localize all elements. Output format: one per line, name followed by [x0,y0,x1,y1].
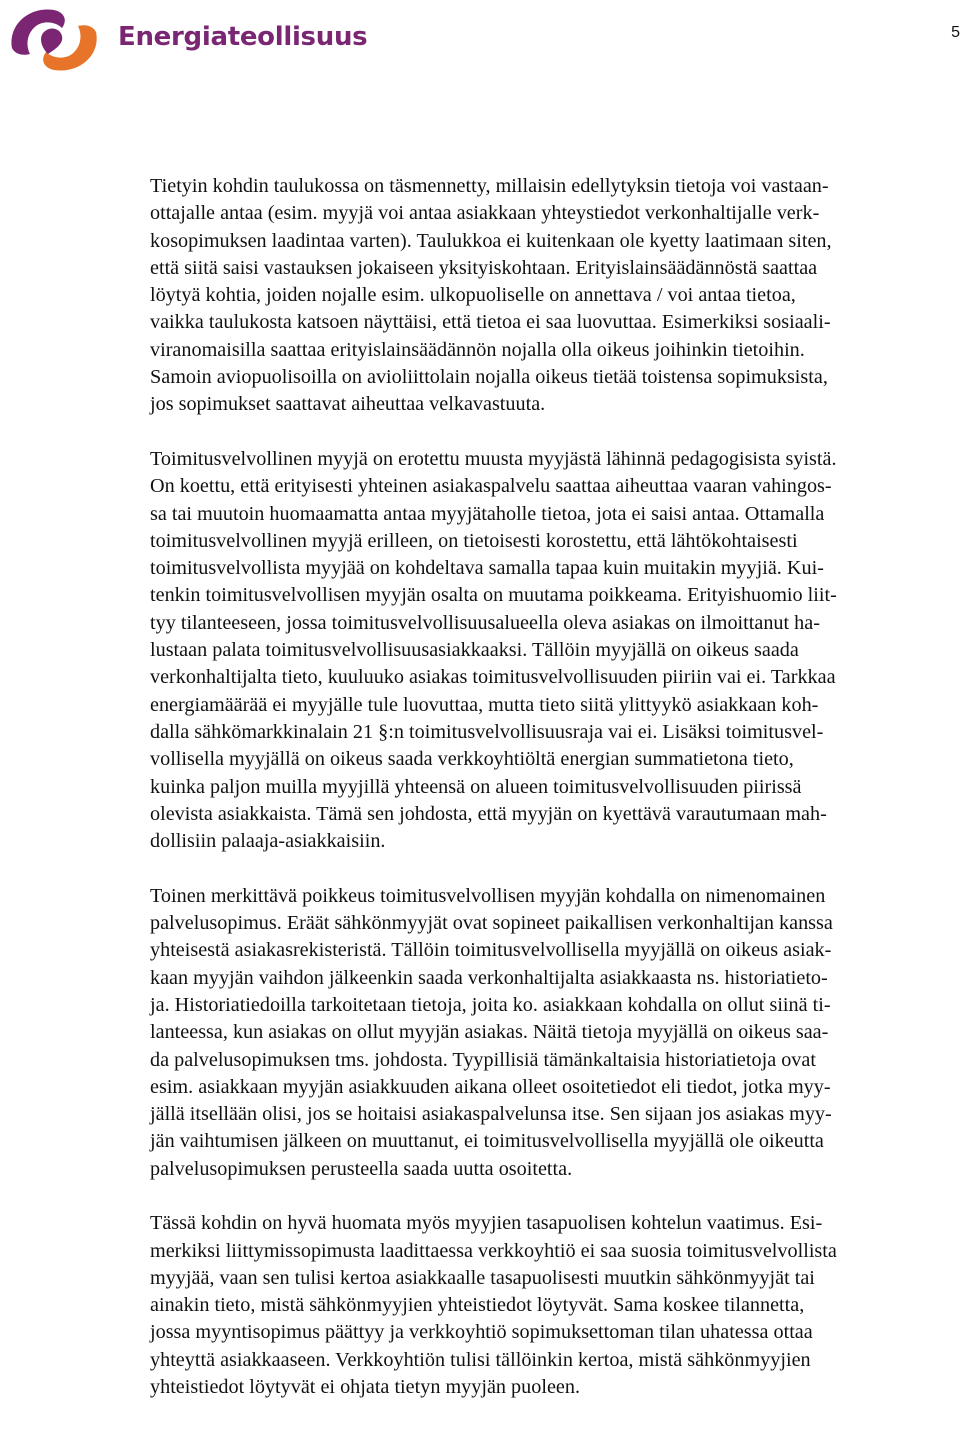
text-line: löytyä kohtia, joiden nojalle esim. ulkopuoliselle on annettava / voi antaa tietoa, [150,284,796,307]
text-line: Toinen merkittävä poikkeus toimitusvelvollisen myyjän kohdalla on nimenomainen [150,884,826,907]
text-line: lustaan palata toimitusvelvollisuusasiakkaaksi. Tällöin myyjällä on oikeus saada [150,639,799,662]
energiateollisuus-logo-icon [4,2,104,78]
text-line: Tässä kohdin on hyvä huomata myös myyjien tasapuolisen kohtelun vaatimus. Esi- [150,1212,823,1235]
text-line: jos sopimukset saattavat aiheuttaa velkavastuuta. [150,393,546,416]
text-line: vaikka taulukosta katsoen näyttäisi, että tietoa ei saa luovuttaa. Esimerkiksi sosiaali- [150,311,831,334]
text-line: lanteessa, kun asiakas on ollut myyjän asiakas. Näitä tietoja myyjällä on oikeus saa- [150,1021,829,1044]
text-line: toimitusvelvollista myyjää on kohdeltava samalla tapaa kuin muitakin myyjiä. Kui- [150,557,824,580]
paragraph [150,173,960,419]
page-number: 5 [951,24,960,41]
text-line: yhteyttä asiakkaaseen. Verkkoyhtiön tulisi tällöinkin kertoa, mistä sähkönmyyjien [150,1348,811,1371]
text-line: tenkin toimitusvelvollisen myyjän osalta on muutama poikkeama. Erityishuomio liit- [150,584,837,607]
text-line: da palvelusopimuksen tms. johdosta. Tyypillisiä tämänkaltaisia historiatietoja ovat [150,1048,816,1071]
text-line: ainakin tieto, mistä sähkönmyyjien yhteistiedot löytyvät. Sama koskee tilannetta, [150,1294,805,1317]
text-line: esim. asiakkaan myyjän asiakkuuden aikana olleet osoitetiedot eli tiedot, jotka myy- [150,1075,831,1098]
text-line: jän vaihtumisen jälkeen on muuttanut, ei toimitusvelvollisella myyjällä ole oikeutta [150,1130,824,1153]
text-line: olevista asiakkaista. Tämä sen johdosta, että myyjän on kyettävä varautumaan mah- [150,802,827,825]
text-line: yhteistiedot löytyvät ei ohjata tietyn myyjän puoleen. [150,1376,581,1399]
text-line: toimitusvelvollinen myyjä erilleen, on tietoisesti korostettu, että lähtökohtaisesti [150,529,798,552]
page-header [0,0,960,90]
text-line: kaan myyjän vaihdon jälkeenkin saada verkonhaltijalta asiakkaasta ns. historiatieto- [150,966,828,989]
text-line: ottajalle antaa (esim. myyjä voi antaa asiakkaan yhteystiedot verkonhaltijalle verk- [150,202,820,225]
text-line: vollisella myyjällä on oikeus saada verkkoyhtiöltä energian summatietona tieto, [150,748,794,771]
text-line: dollisiin palaaja-asiakkaisiin. [150,830,386,853]
paragraph [150,883,960,1183]
text-line: On koettu, että erityisesti yhteinen asiakaspalvelu saattaa aiheuttaa vaaran vahingos- [150,475,832,498]
text-line: tyy tilanteeseen, jossa toimitusvelvollisuusalueella oleva asiakas on ilmoittanut ha- [150,611,820,634]
text-line: kosopimuksen laadintaa varten). Taulukkoa ei kuitenkaan ole kyetty laatimaan siten, [150,229,832,252]
text-line: että siitä saisi vastauksen jokaiseen yksityiskohtaan. Erityislainsäädännöstä saattaa [150,256,818,279]
text-line: sa tai muutoin huomaamatta antaa myyjätaholle tietoa, jota ei saisi antaa. Ottamalla [150,502,825,525]
text-line: palvelusopimuksen perusteella saada uutta osoitetta. [150,1157,573,1180]
paragraph [150,446,960,855]
text-line: yhteisestä asiakasrekisteristä. Tällöin toimitusvelvollisella myyjällä on oikeus asiak- [150,939,832,962]
text-line: merkiksi liittymissopimusta laadittaessa verkkoyhtiö ei saa suosia toimitusvelvollista [150,1239,837,1262]
text-line: verkonhaltijalta tieto, kuuluuko asiakas toimitusvelvollisuuden piiriin vai ei. Tarkkaa [150,666,836,689]
text-line: jällä itsellään olisi, jos se hoitaisi asiakaspalvelunsa itse. Sen sijaan jos asiakas myy- [150,1103,832,1126]
text-line: dalla sähkömarkkinalain 21 §:n toimitusvelvollisuusraja vai ei. Lisäksi toimitusvel- [150,720,824,743]
text-line: jossa myyntisopimus päättyy ja verkkoyhtiö sopimuksettoman tilan uhatessa ottaa [150,1321,813,1344]
brand-logo-text: Energiateollisuus [118,22,368,52]
text-line: myyjää, vaan sen tulisi kertoa asiakkaalle tasapuolisesti muutkin sähkönmyyjät tai [150,1266,815,1289]
text-line: viranomaisilla saattaa erityislainsäädännön nojalla olla oikeus joihinkin tietoihin. [150,338,805,361]
paragraph [150,1210,960,1401]
text-line: kuinka paljon muilla myyjillä yhteensä on alueen toimitusvelvollisuuden piirissä [150,775,802,798]
text-line: Toimitusvelvollinen myyjä on erotettu muusta myyjästä lähinnä pedagogisista syistä. [150,447,837,470]
text-line: energiamäärää ei myyjälle tule luovuttaa, mutta tieto siitä ylittyykö asiakkaan koh- [150,693,819,716]
text-line: Tietyin kohdin taulukossa on täsmennetty, millaisin edellytyksin tietoja voi vastaan- [150,175,829,197]
text-line: palvelusopimus. Eräät sähkönmyyjät ovat sopineet paikallisen verkonhaltijan kanssa [150,912,833,935]
text-line: Samoin aviopuolisoilla on avioliittolain nojalla oikeus tietää toistensa sopimuksista, [150,366,828,389]
document-body [150,173,960,1429]
text-line: ja. Historiatiedoilla tarkoitetaan tietoja, joita ko. asiakkaan kohdalla on ollut siinä ti- [150,993,831,1016]
